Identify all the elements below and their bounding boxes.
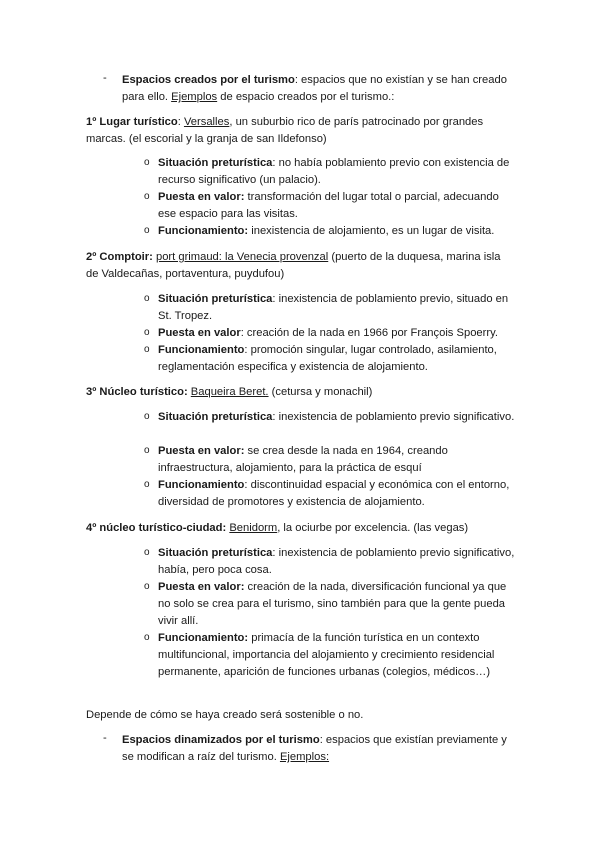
item-label: Situación preturística [158, 157, 273, 169]
section-1-heading [86, 114, 506, 148]
item-label: Funcionamiento: [158, 225, 249, 237]
bullet-icon: o [144, 581, 150, 592]
outro-examples-link[interactable]: Ejemplos: [279, 751, 330, 763]
item-text: : discontinuidad espacial y económica con el entorno, diversidad de promotores y existencia de alojamiento. [158, 479, 510, 508]
list-item [158, 223, 518, 240]
list-item [158, 325, 518, 342]
item-label: Situación preturística [158, 293, 273, 305]
intro-text: : espacios que no existían y se han creado para ello. [122, 74, 507, 103]
list-item [158, 409, 518, 426]
list-dash: - [103, 732, 107, 744]
bullet-icon: o [144, 344, 150, 355]
outro-paragraph [122, 732, 512, 766]
outro-text: : espacios que existían previamente y se modifican a raíz del turismo. [122, 734, 507, 763]
item-text: : creación de la nada en 1966 por François Spoerry. [240, 327, 498, 339]
outro-bold: Espacios dinamizados por el turismo [122, 734, 320, 746]
list-item [158, 189, 518, 223]
item-text: : inexistencia de poblamiento previo, situado en St. Tropez. [158, 293, 509, 322]
list-item [158, 155, 518, 189]
item-label: Funcionamiento: [158, 632, 249, 644]
item-label: Puesta en valor [158, 327, 241, 339]
list-item [158, 545, 518, 579]
list-item [158, 630, 518, 681]
separator: : [177, 116, 184, 128]
item-text: : no había poblamiento previo con existencia de recurso significativo (un palacio). [158, 157, 510, 186]
section-text: (cetursa y monachil) [268, 386, 373, 398]
section-title: 2º Comptoir: [86, 251, 153, 263]
bullet-icon: o [144, 191, 150, 202]
item-label: Situación preturística [158, 411, 273, 423]
intro-examples-link[interactable]: Ejemplos [171, 91, 218, 103]
section-link[interactable]: Benidorm [229, 522, 278, 534]
item-text: : inexistencia de poblamiento previo significativo, había, pero poca cosa. [158, 547, 515, 576]
item-text: transformación del lugar total o parcial, adecuando ese espacio para las visitas. [158, 191, 499, 220]
section-4-heading [86, 520, 506, 537]
bullet-icon: o [144, 411, 150, 422]
bullet-icon: o [144, 225, 150, 236]
item-label: Puesta en valor: [158, 581, 245, 593]
list-item [158, 443, 518, 477]
section-title: 3º Núcleo turístico: [86, 386, 188, 398]
section-title: 4º núcleo turístico-ciudad: [86, 522, 227, 534]
item-text: : promoción singular, lugar controlado, asilamiento, reglamentación especifica y existencia de alojamiento. [158, 344, 497, 373]
section-link[interactable]: Baqueira Beret. [190, 386, 269, 398]
list-item [158, 579, 518, 630]
section-3-heading [86, 384, 506, 401]
item-label: Puesta en valor: [158, 191, 245, 203]
section-text: , un suburbio rico de parís patrocinado por grandes marcas. (el escorial y la granja de san Ildefonso) [86, 116, 484, 145]
section-link[interactable]: Versalles [183, 116, 230, 128]
bullet-icon: o [144, 632, 150, 643]
bullet-icon: o [144, 445, 150, 456]
item-text: se crea desde la nada en 1964, creando infraestructura, alojamiento, para la práctica de esquí [158, 445, 448, 474]
intro-paragraph [122, 72, 512, 106]
intro-text-2: de espacio creados por el turismo.: [217, 91, 395, 103]
item-label: Situación preturística [158, 547, 273, 559]
section-title: 1º Lugar turístico [86, 116, 178, 128]
section-text: (puerto de la duquesa, marina isla de Valdecañas, portaventura, puydufou) [86, 251, 501, 280]
bullet-icon: o [144, 547, 150, 558]
bullet-icon: o [144, 327, 150, 338]
section-link[interactable]: port grimaud: la Venecia provenzal [155, 251, 329, 263]
item-text: primacía de la función turística en un contexto multifuncional, importancia del alojamiento y crecimiento residencial permanente, aparición de funciones urbanas (colegios, médicos…) [158, 632, 495, 678]
item-label: Funcionamiento [158, 479, 245, 491]
closing-paragraph: Depende de cómo se haya creado será sostenible o no. [86, 709, 364, 721]
item-text: inexistencia de alojamiento, es un lugar de visita. [248, 225, 495, 237]
intro-bold: Espacios creados por el turismo [122, 74, 295, 86]
item-text: : inexistencia de poblamiento previo significativo. [272, 411, 515, 423]
item-label: Funcionamiento [158, 344, 245, 356]
item-label: Puesta en valor: [158, 445, 245, 457]
list-item [158, 342, 518, 376]
section-text: , la ociurbe por excelencia. (las vegas) [277, 522, 469, 534]
bullet-icon: o [144, 479, 150, 490]
list-item [158, 291, 518, 325]
section-2-heading [86, 249, 506, 283]
list-item [158, 477, 518, 511]
bullet-icon: o [144, 157, 150, 168]
bullet-icon: o [144, 293, 150, 304]
list-dash: - [103, 72, 107, 84]
item-text: creación de la nada, diversificación funcional ya que no solo se crea para el turismo, sino también para que la gente pueda vivir allí. [158, 581, 507, 627]
